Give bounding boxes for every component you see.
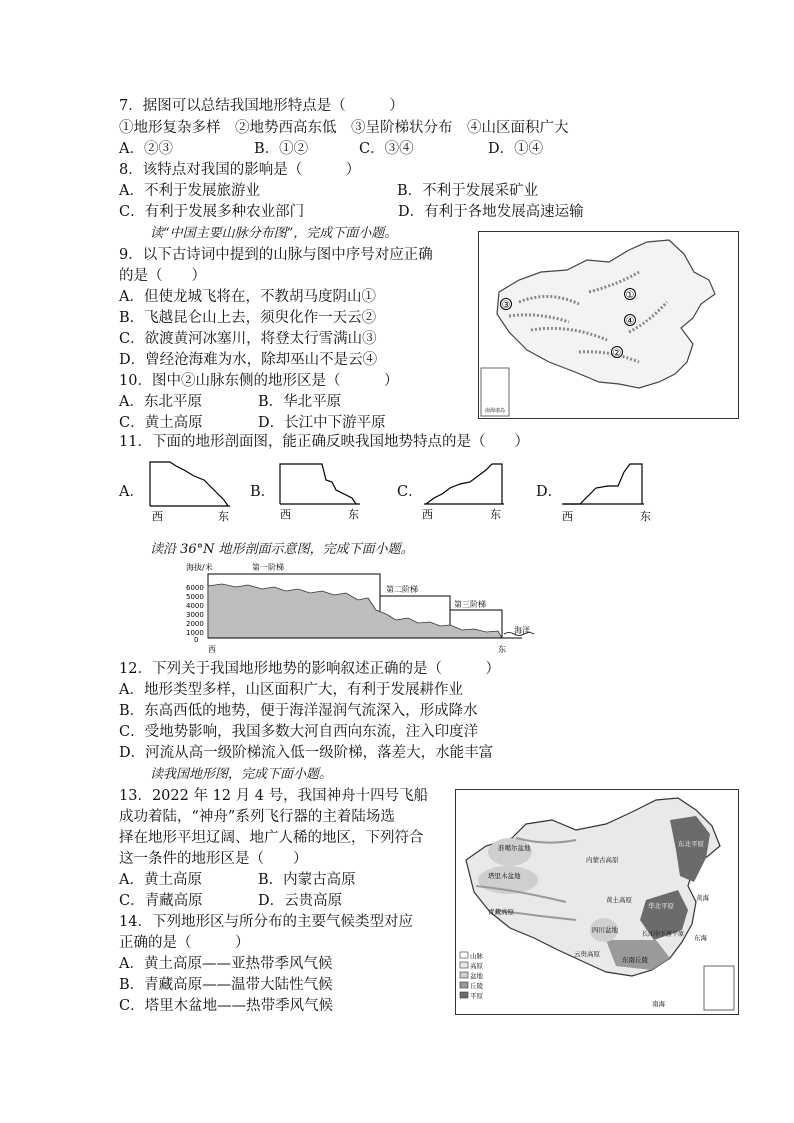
q8-option-a[interactable]: A．不利于发展旅游业 (119, 183, 260, 199)
q11-a-east: 东 (218, 510, 229, 522)
china-terrain-map (455, 789, 739, 1015)
q9-option-d[interactable]: D．曾经沧海难为水，除却巫山不是云④ (119, 352, 378, 368)
q12-option-d[interactable]: D．河流从高一级阶梯流入低一级阶梯，落差大，水能丰富 (119, 745, 494, 761)
q9-stem-line1: 9．以下古诗词中提到的山脉与图中序号对应正确 (119, 247, 433, 263)
q13-option-b[interactable]: B．内蒙古高原 (258, 872, 356, 888)
q12-option-c[interactable]: C．受地势影响，我国多数大河自西向东流，注入印度洋 (119, 724, 479, 740)
profile-step1-label: 第一阶梯 (252, 563, 284, 572)
q13-line4: 这一条件的地形区是（ ） (119, 851, 308, 867)
q11-d-west: 西 (562, 510, 573, 523)
legend-plateau: 高原 (470, 962, 483, 970)
q12-option-a[interactable]: A．地形类型多样，山区面积广大，有利于发展耕作业 (119, 682, 463, 698)
label-southeast-hills: 东南丘陵 (622, 956, 648, 964)
q14-stem-line2: 正确的是（ ） (119, 935, 250, 951)
terrain-map-svg (456, 790, 738, 1014)
ytick-6000: 6000 (186, 584, 204, 592)
legend-hills: 丘陵 (470, 982, 483, 990)
label-northeast-plain: 东北平原 (678, 840, 704, 848)
q11-option-c-label[interactable]: C． (397, 484, 423, 500)
ytick-5000: 5000 (186, 593, 204, 601)
profile-step3-label: 第三阶梯 (454, 600, 486, 609)
label-qinghai-tibet: 青藏高原 (488, 908, 514, 916)
q13-line1: 13．2022 年 12 月 4 号，我国神舟十四号飞船 (119, 788, 429, 804)
label-junggar: 准噶尔盆地 (498, 844, 531, 852)
q14-stem-line1: 14．下列地形区与所分布的主要气候类型对应 (119, 914, 413, 930)
label-north-china-plain: 华北平原 (648, 902, 674, 910)
q11-a-west: 西 (152, 510, 163, 522)
q13-option-c[interactable]: C．青藏高原 (119, 893, 203, 909)
legend-mountain: 山脉 (470, 952, 483, 960)
profile-yticks (186, 584, 204, 644)
q8-stem: 8．该特点对我国的影响是（ ） (119, 162, 361, 178)
q8-option-b[interactable]: B．不利于发展采矿业 (397, 183, 539, 199)
q7-stem: 7．据图可以总结我国地形特点是（ ） (119, 98, 404, 114)
q7-option-c[interactable]: C．③④ (359, 141, 414, 157)
q11-profile-d (558, 458, 658, 524)
q7-option-b[interactable]: B．①② (254, 141, 309, 157)
q10-stem: 10．图中②山脉东侧的地形区是（ ） (119, 373, 399, 389)
label-huanghai: 黄海 (696, 894, 709, 902)
q9-stem-line2: 的是（ ） (119, 268, 206, 284)
q7-statements: ①地形复杂多样 ②地势西高东低 ③呈阶梯状分布 ④山区面积广大 (119, 120, 569, 136)
q14-option-c[interactable]: C．塔里木盆地——热带季风气候 (119, 998, 334, 1014)
inset-label: 南海诸岛 (484, 408, 506, 414)
q11-stem: 11．下面的地形剖面图，能正确反映我国地势特点的是（ ） (119, 434, 529, 450)
terrain-legend (460, 951, 484, 1000)
ytick-3000: 3000 (186, 611, 204, 619)
marker-3: ③ (501, 300, 511, 311)
q11-option-b-label[interactable]: B． (250, 484, 276, 500)
profile-ylabel: 海拔/米 (186, 563, 213, 572)
label-yungui: 云贵高原 (574, 950, 600, 958)
q10-option-d[interactable]: D．长江中下游平原 (258, 415, 386, 431)
label-loess: 黄土高原 (606, 896, 632, 904)
q10-option-b[interactable]: B．华北平原 (258, 394, 342, 410)
marker-1: ① (625, 290, 635, 301)
q12-stem: 12．下列关于我国地形地势的影响叙述正确的是（ ） (119, 661, 500, 677)
mountain-map-svg (479, 232, 738, 418)
latitude-36n-profile (182, 560, 542, 656)
label-inner-mongolia: 内蒙古高原 (586, 856, 619, 864)
label-donghai: 东海 (694, 934, 707, 942)
q9-option-b[interactable]: B．飞越昆仑山上去，须臾化作一天云② (119, 310, 377, 326)
q11-profile-a (144, 458, 236, 522)
legend-plain: 平原 (470, 992, 483, 1000)
q8-option-c[interactable]: C．有利于发展多种农业部门 (119, 204, 305, 220)
legend-basin: 盆地 (470, 972, 483, 980)
q11-profile-c (420, 458, 510, 522)
q11-option-d-label[interactable]: D． (536, 484, 563, 500)
q13-option-a[interactable]: A．黄土高原 (119, 872, 202, 888)
marker-4: ④ (625, 316, 635, 327)
ytick-0: 0 (194, 636, 199, 644)
q11-b-east: 东 (348, 508, 359, 521)
q11-option-a-label[interactable]: A． (119, 484, 144, 500)
q10-option-a[interactable]: A．东北平原 (119, 394, 202, 410)
q14-option-b[interactable]: B．青藏高原——温带大陆性气候 (119, 977, 333, 993)
profile-ocean-label: 海洋 (514, 626, 530, 635)
terrain-south-sea-inset (704, 966, 734, 1010)
profile-step2-label: 第二阶梯 (386, 585, 418, 594)
label-nanhai: 南海 (652, 1000, 665, 1008)
mountain-distribution-map (478, 231, 739, 419)
label-yangtze-plain: 长江中下游平原 (642, 931, 685, 938)
q11-c-west: 西 (422, 508, 433, 521)
q11-profile-b (272, 460, 364, 522)
q13-line2: 成功着陆，“神舟”系列飞行器的主着陆场选 (119, 809, 395, 825)
q14-option-a[interactable]: A．黄土高原——亚热带季风气候 (119, 956, 333, 972)
q7-option-a[interactable]: A．②③ (119, 141, 173, 157)
intro-profile: 读沿 36°N 地形剖面示意图，完成下面小题。 (150, 542, 414, 557)
q13-line3: 择在地形平坦辽阔、地广人稀的地区，下列符合 (119, 830, 424, 846)
terrain-profile-area (208, 584, 502, 638)
q7-option-d[interactable]: D．①④ (488, 141, 544, 157)
intro-terrain-map: 读我国地形图，完成下面小题。 (150, 767, 333, 782)
junggar-shade (488, 838, 532, 866)
q11-d-east: 东 (640, 510, 651, 523)
q13-option-d[interactable]: D．云贵高原 (258, 893, 343, 909)
label-sichuan: 四川盆地 (592, 926, 618, 934)
label-tarim: 塔里木盆地 (488, 872, 521, 880)
q12-option-b[interactable]: B．东高西低的地势，便于海洋湿润气流深入，形成降水 (119, 703, 478, 719)
ytick-4000: 4000 (186, 602, 204, 610)
q8-option-d[interactable]: D．有利于各地发展高速运输 (398, 204, 584, 220)
profile-east: 东 (498, 645, 506, 654)
q11-b-west: 西 (280, 508, 291, 521)
intro-mountain-map: 读“中国主要山脉分布图”，完成下面小题。 (150, 226, 398, 241)
marker-2: ② (612, 348, 622, 359)
ytick-2000: 2000 (186, 620, 204, 628)
ytick-1000: 1000 (186, 629, 204, 637)
q9-option-a[interactable]: A．但使龙城飞将在，不教胡马度阴山① (119, 289, 376, 305)
profile-west: 西 (208, 645, 216, 654)
q10-option-c[interactable]: C．黄土高原 (119, 415, 203, 431)
q11-c-east: 东 (490, 508, 501, 521)
q9-option-c[interactable]: C．欲渡黄河冰塞川，将登太行雪满山③ (119, 331, 377, 347)
